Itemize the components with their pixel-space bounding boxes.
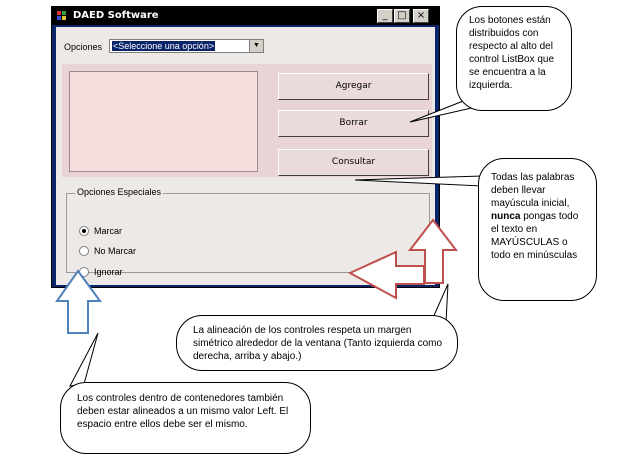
callout-capitalization bbox=[478, 158, 597, 301]
callout-pointer-capitalization bbox=[355, 176, 482, 186]
chevron-down-icon[interactable]: ▼ bbox=[249, 40, 263, 52]
close-button[interactable]: × bbox=[413, 9, 429, 23]
radio-label: Marcar bbox=[94, 226, 123, 236]
callout-text: Los controles dentro de contenedores también deben estar alineados a un mismo valor Left. El espacio entre ellos debe ser el mismo. bbox=[77, 393, 289, 430]
window-title: DAED Software bbox=[73, 10, 159, 21]
callout-container-alignment bbox=[60, 382, 311, 454]
callout-text-rest: pongas todo el texto en MAYÚSCULAS o todo en minúsculas bbox=[491, 211, 579, 261]
options-combo-value: <Seleccione una opción> bbox=[113, 41, 215, 51]
callout-buttons-distribution bbox=[456, 6, 572, 111]
delete-button[interactable]: Borrar bbox=[278, 110, 429, 137]
blue-up-arrow-icon bbox=[57, 271, 100, 333]
add-button[interactable]: Agregar bbox=[278, 73, 429, 100]
callout-emphasis: nunca bbox=[491, 211, 521, 222]
radio-label: Ignorar bbox=[94, 267, 123, 277]
callout-symmetric-margin bbox=[176, 315, 458, 371]
options-label: Opciones bbox=[64, 42, 103, 52]
callout-text: La alineación de los controles respeta un margen simétrico alrededor de la ventana (Tanto izquierda como derecha, arriba y abajo.) bbox=[193, 325, 443, 362]
special-options-caption: Opciones Especiales bbox=[77, 187, 162, 197]
callout-text: Todas las palabras deben llevar mayúscula inicial, bbox=[491, 172, 575, 209]
minimize-button[interactable]: _ bbox=[377, 9, 393, 23]
radio-label: No Marcar bbox=[94, 246, 137, 256]
red-left-arrow-icon bbox=[350, 252, 424, 298]
query-button[interactable]: Consultar bbox=[278, 149, 429, 176]
callout-text: Los botones están distribuidos con respecto al alto del control ListBox que se encuentra a la izquierda. bbox=[469, 15, 555, 91]
callout-pointer-container bbox=[70, 333, 98, 386]
maximize-button[interactable]: □ bbox=[394, 9, 410, 23]
